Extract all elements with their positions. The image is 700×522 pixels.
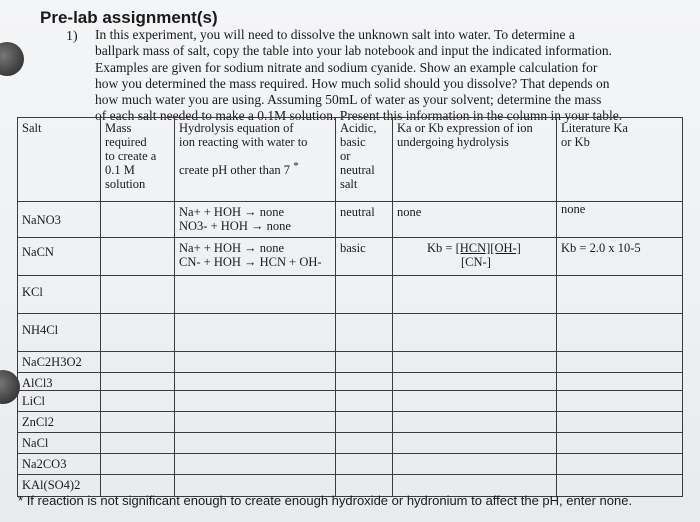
literature-cell: Kb = 2.0 x 10-5 bbox=[557, 238, 683, 276]
mass-cell bbox=[101, 202, 175, 238]
salt-type-cell: basic bbox=[336, 238, 393, 276]
table-row bbox=[18, 454, 683, 475]
header-salt: Salt bbox=[18, 118, 101, 202]
salt-cell: NaC2H3O2 bbox=[18, 352, 101, 373]
table-row bbox=[18, 433, 683, 454]
salt-cell: KCl bbox=[18, 276, 101, 314]
salt-type-cell: neutral bbox=[336, 202, 393, 238]
expression-cell: none bbox=[393, 202, 557, 238]
header-expression: Ka or Kb expression of ion undergoing hydrolysis bbox=[393, 118, 557, 202]
salt-cell: KAl(SO4)2 bbox=[18, 475, 101, 497]
salt-cell: NaCN bbox=[18, 238, 101, 276]
salt-cell: Na2CO3 bbox=[18, 454, 101, 475]
intro-line: of each salt needed to make a 0.1M solution. Present this information in the column in your table. bbox=[95, 108, 623, 124]
table-row bbox=[18, 276, 683, 314]
footnote: * If reaction is not significant enough to create enough hydroxide or hydronium to affect the pH, enter none. bbox=[18, 493, 633, 508]
intro-line: ballpark mass of salt, copy the table into your lab notebook and input the indicated information. bbox=[95, 43, 613, 59]
binder-hole-top bbox=[0, 42, 24, 76]
header-mass: Mass required to create a 0.1 M solution bbox=[101, 118, 175, 202]
salt-cell: LiCl bbox=[18, 391, 101, 412]
question-text bbox=[95, 27, 640, 125]
intro-line: how much water you are using. Assuming 50mL of water as your solvent; determine the mass bbox=[95, 92, 602, 108]
table-row bbox=[18, 352, 683, 373]
expression-cell: Kb = [HCN][OH-] [CN-] bbox=[393, 238, 557, 276]
table-row bbox=[18, 202, 683, 238]
intro-line: how you determined the mass required. How much solid should you dissolve? That depends on bbox=[95, 75, 610, 91]
intro-line: In this experiment, you will need to dissolve the unknown salt into water. To determine a bbox=[95, 27, 575, 42]
intro-line: Examples are given for sodium nitrate and sodium cyanide. Show an example calculation for bbox=[95, 59, 598, 75]
page-title: Pre-lab assignment(s) bbox=[40, 8, 218, 27]
table-row bbox=[18, 391, 683, 412]
header-acidic-basic: Acidic, basic or neutral salt bbox=[336, 118, 393, 202]
salt-cell: NH4Cl bbox=[18, 314, 101, 352]
table-row bbox=[18, 412, 683, 433]
mass-cell bbox=[101, 238, 175, 276]
header-hydrolysis: Hydrolysis equation of ion reacting with water to create pH other than 7 * bbox=[175, 118, 336, 202]
header-literature: Literature Ka or Kb bbox=[557, 118, 683, 202]
salt-cell: AlCl3 bbox=[18, 373, 101, 391]
salt-cell: NaCl bbox=[18, 433, 101, 454]
hydrolysis-cell: Na+ + HOH → none NO3- + HOH → none bbox=[175, 202, 336, 238]
table-row bbox=[18, 238, 683, 276]
table-row bbox=[18, 314, 683, 352]
salt-table bbox=[17, 117, 683, 497]
salt-cell: ZnCl2 bbox=[18, 412, 101, 433]
salt-cell: NaNO3 bbox=[18, 202, 101, 238]
question-number: 1) bbox=[66, 29, 78, 44]
table-header-row bbox=[18, 118, 683, 202]
hydrolysis-cell: Na+ + HOH → none CN- + HOH → HCN + OH- bbox=[175, 238, 336, 276]
literature-cell: none bbox=[557, 202, 683, 238]
table-row bbox=[18, 373, 683, 391]
